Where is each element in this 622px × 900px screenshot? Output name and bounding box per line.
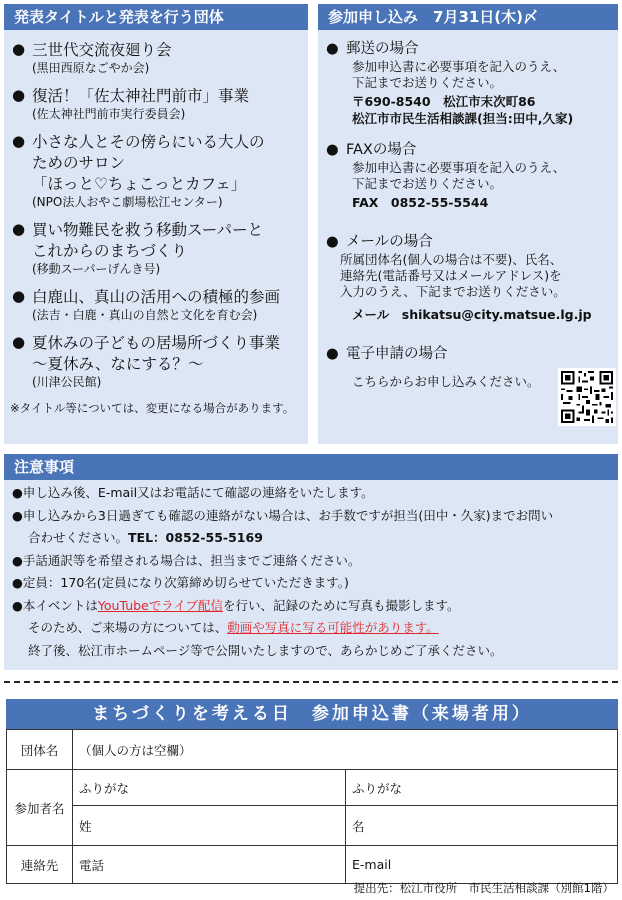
email-address[interactable]: メール shikatsu@city.matsue.lg.jp [352, 307, 592, 322]
mail-address-line1: 〒690-8540 松江市末次町86 [352, 94, 536, 109]
fax-method-heading: ● FAXの場合 [326, 142, 417, 158]
email-method-text: 所属団体名(個人の場合は不要)、氏名、 連絡先(電話番号又はメールアドレス)を 入力のうえ、下記までお送りください。 [340, 252, 566, 299]
fax-method-text: 参加申込書に必要事項を記入のうえ、 下記までお送りください。 [352, 160, 566, 191]
presenter-item [12, 86, 308, 122]
presenter-title: 小さな人とその傍らにいる大人の ためのサロン 「ほっと♡ちょこっとカフェ」 [32, 133, 265, 193]
presenter-org: (法吉・白鹿・真山の自然と文化を育む会) [32, 308, 258, 322]
participant-label: 参加者名 [7, 770, 73, 846]
notice-line: そのため、ご来場の方については、動画や写真に写る可能性があります。 [28, 620, 439, 635]
cut-line [4, 681, 618, 683]
notice-line: 合わせください。TEL：0852-55-5169 [28, 530, 263, 545]
presenter-item [12, 132, 308, 210]
contact-phone: TEL：0852-55-5169 [128, 530, 263, 545]
given-name-furigana-field[interactable]: ふりがな [346, 770, 618, 806]
surname-field[interactable]: 姓 [73, 806, 346, 846]
presenter-item [12, 40, 308, 76]
online-method-text: こちらからお申し込みください。 [352, 374, 540, 389]
notice-line: 終了後、松江市ホームページ等で公開いたしますので、あらかじめご了承ください。 [28, 642, 503, 658]
group-label: 団体名 [7, 730, 73, 770]
phone-field[interactable]: 電話 [73, 846, 346, 884]
presenter-org: (移動スーパーげんき号) [32, 262, 161, 276]
presenter-title: 三世代交流夜廻り会 [32, 41, 172, 59]
bullet-icon: ● [12, 86, 26, 104]
mail-method-heading: ● 郵送の場合 [326, 41, 419, 57]
presenter-item [12, 287, 308, 323]
mail-method-text: 参加申込書に必要事項を記入のうえ、 下記までお送りください。 [352, 59, 566, 90]
title-change-note: ※タイトル等については、変更になる場合があります。 [10, 401, 295, 415]
presenter-org: (佐太神社門前市実行委員会) [32, 107, 186, 121]
presenter-title: 白鹿山、真山の活用への積極的参画 [32, 288, 281, 306]
presenter-item [12, 333, 308, 390]
application-header: 参加申し込み 7月31日(木)〆 [318, 4, 618, 30]
notice-line: ●手話通訳等を希望される場合は、担当までご連絡ください。 [12, 552, 361, 568]
qr-code-icon[interactable] [558, 368, 616, 426]
bullet-icon: ● [12, 287, 26, 305]
email-method-heading: ● メールの場合 [326, 234, 433, 250]
given-name-field[interactable]: 名 [346, 806, 618, 846]
bullet-icon: ● [326, 234, 339, 250]
notice-panel [4, 454, 618, 670]
bullet-icon: ● [12, 220, 26, 238]
presenter-item [12, 220, 308, 277]
presenters-panel [4, 4, 308, 444]
group-hint: （個人の方は空欄） [79, 742, 192, 758]
presenters-header: 発表タイトルと発表を行う団体 [4, 4, 308, 30]
mail-address-line2: 松江市市民生活相談課(担当:田中,久家) [352, 111, 574, 126]
presenter-title: 買い物難民を救う移動スーパーと これからのまちづくり [32, 221, 263, 260]
fax-number: FAX 0852-55-5544 [352, 195, 489, 210]
livestream-note: YouTubeでライブ配信 [97, 597, 224, 613]
bullet-icon: ● [12, 132, 26, 150]
contact-label: 連絡先 [7, 846, 73, 884]
presenter-title: 夏休みの子どもの居場所づくり事業 ～夏休み、なにする？～ [32, 334, 281, 373]
application-form [6, 729, 618, 884]
submit-destination: 提出先：松江市役所 市民生活相談課（別館1階） [353, 881, 614, 895]
camera-warning: 動画や写真に写る可能性があります。 [227, 620, 439, 635]
bullet-icon: ● [12, 40, 26, 58]
surname-furigana-field[interactable]: ふりがな [73, 770, 346, 806]
notice-line: ●申し込み後、E-mail又はお電話にて確認の連絡をいたします。 [12, 485, 374, 500]
bullet-icon: ● [326, 41, 339, 57]
notice-line: ●本イベントはYouTubeでライブ配信を行い、記録のために写真も撮影します。 [12, 597, 460, 613]
email-field[interactable]: E-mail [346, 846, 618, 884]
presenter-org: (黒田西原なごやか会) [32, 61, 150, 75]
notice-line: ●定員：170名(定員になり次第締め切らせていただきます。) [12, 575, 349, 590]
notice-header: 注意事項 [4, 454, 618, 480]
bullet-icon: ● [12, 333, 26, 351]
presenter-title: 復活！「佐太神社門前市」事業 [32, 87, 250, 105]
bullet-icon: ● [326, 346, 339, 362]
bullet-icon: ● [326, 142, 339, 158]
presenter-org: (NPO法人おやこ劇場松江センター) [32, 195, 223, 209]
group-name-field[interactable] [73, 730, 618, 770]
presenter-org: (川津公民館) [32, 375, 102, 389]
notice-line: ●申し込みから3日過ぎても確認の連絡がない場合は、お手数ですが担当(田中・久家)までお問い [12, 507, 554, 523]
form-title: まちづくりを考える日 参加申込書（来場者用） [6, 699, 618, 729]
online-method-heading: ● 電子申請の場合 [326, 346, 448, 362]
